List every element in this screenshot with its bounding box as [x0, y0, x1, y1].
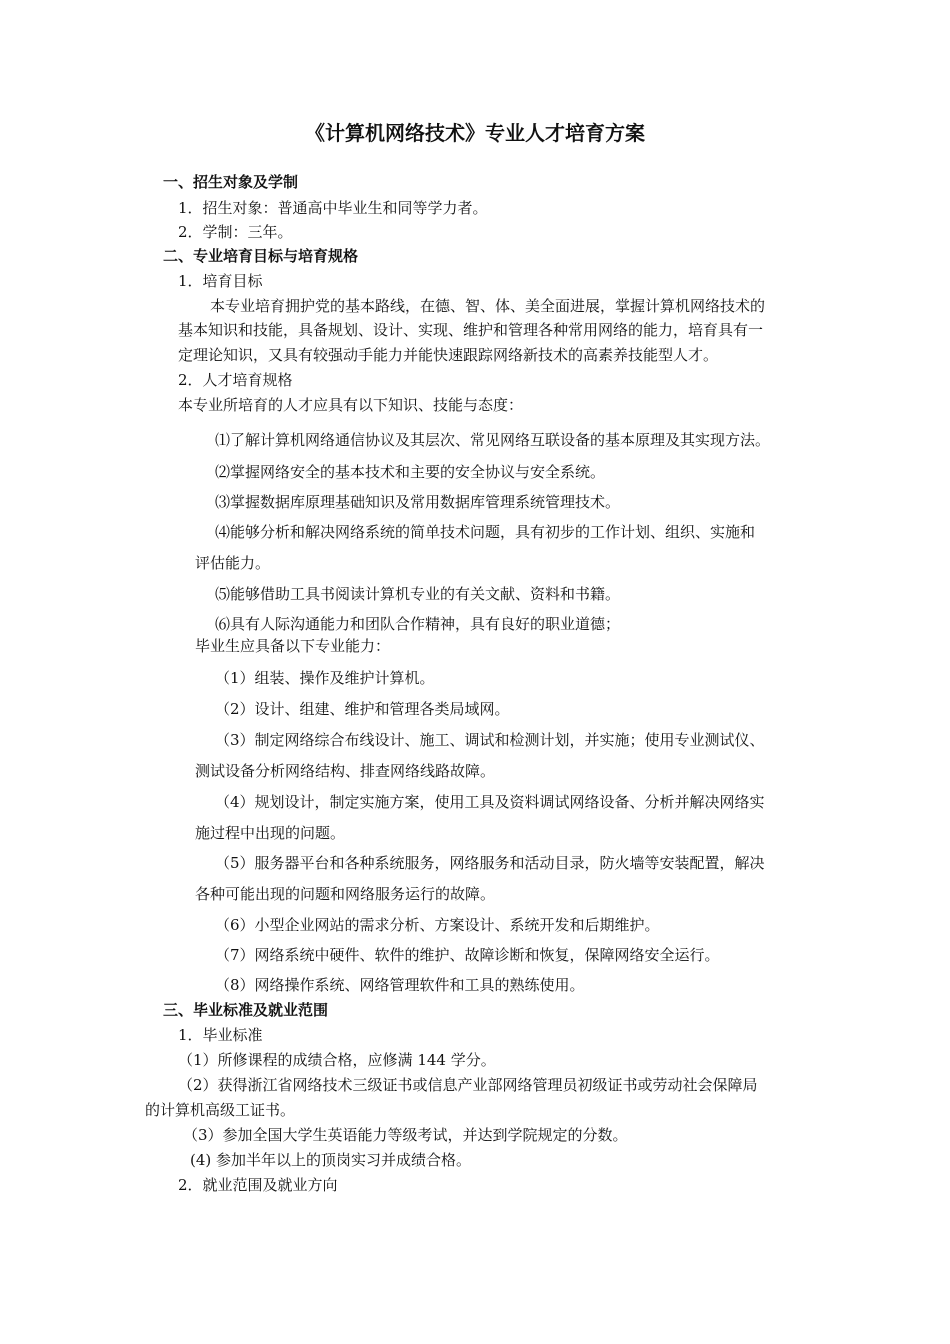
section-3-heading: 三、毕业标准及就业范围 — [163, 1001, 329, 1019]
document-title: 《计算机网络技术》专业人才培育方案 — [305, 121, 645, 145]
ability-item-2: （2）设计、组建、维护和管理各类局域网。 — [215, 700, 510, 718]
ability-item-8: （8）网络操作系统、网络管理软件和工具的熟练使用。 — [215, 976, 585, 994]
graduation-item-1: （1）所修课程的成绩合格，应修满 144 学分。 — [178, 1051, 496, 1069]
ability-item-4: （4）规划设计，制定实施方案，使用工具及资料调试网络设备、分析并解决网络实 — [215, 793, 765, 811]
section-1-heading: 一、招生对象及学制 — [163, 173, 299, 191]
knowledge-item-2: ⑵掌握网络安全的基本技术和主要的安全协议与安全系统。 — [215, 463, 606, 481]
graduation-item-2-cont: 的计算机高级工证书。 — [145, 1101, 296, 1119]
ability-item-5: （5）服务器平台和各种系统服务，网络服务和活动目录，防火墙等安装配置，解决 — [215, 854, 765, 872]
ability-intro: 毕业生应具备以下专业能力： — [195, 637, 391, 655]
goal-paragraph-line-1: 本专业培育拥护党的基本路线，在德、智、体、美全面进展，掌握计算机网络技术的 — [210, 297, 766, 315]
ability-item-3: （3）制定网络综合布线设计、施工、调试和检测计划，并实施；使用专业测试仪、 — [215, 731, 765, 749]
ability-item-1: （1）组装、操作及维护计算机。 — [215, 669, 435, 687]
subsection-graduation-standard: 1．毕业标准 — [178, 1026, 263, 1044]
goal-paragraph-line-2: 基本知识和技能，具备规划、设计、实现、维护和管理各种常用网络的能力，培育具有一 — [178, 321, 764, 339]
graduation-item-3: （3）参加全国大学生英语能力等级考试，并达到学院规定的分数。 — [183, 1126, 628, 1144]
ability-item-3-cont: 测试设备分析网络结构、排查网络线路故障。 — [195, 762, 496, 780]
knowledge-item-1: ⑴了解计算机网络通信协议及其层次、常见网络互联设备的基本原理及其实现方法。 — [215, 431, 771, 449]
subsection-employment: 2．就业范围及就业方向 — [178, 1176, 338, 1194]
knowledge-item-4-cont: 评估能力。 — [195, 554, 271, 572]
ability-item-4-cont: 施过程中出现的问题。 — [195, 824, 346, 842]
ability-item-5-cont: 各种可能出现的问题和网络服务运行的故障。 — [195, 885, 496, 903]
section-2-heading: 二、专业培育目标与培育规格 — [163, 247, 359, 265]
enrollment-target: 1．招生对象：普通高中毕业生和同等学力者。 — [178, 199, 488, 217]
goal-paragraph-line-3: 定理论知识，又具有较强动手能力并能快速跟踪网络新技术的高素养技能型人才。 — [178, 346, 719, 364]
subsection-talent-spec: 2．人才培育规格 — [178, 371, 293, 389]
graduation-item-2: （2）获得浙江省网络技术三级证书或信息产业部网络管理员初级证书或劳动社会保障局 — [178, 1076, 758, 1094]
study-duration: 2．学制：三年。 — [178, 223, 293, 241]
ability-item-6: （6）小型企业网站的需求分析、方案设计、系统开发和后期维护。 — [215, 916, 660, 934]
spec-intro: 本专业所培育的人才应具有以下知识、技能与态度： — [178, 396, 524, 414]
knowledge-item-3: ⑶掌握数据库原理基础知识及常用数据库管理系统管理技术。 — [215, 493, 621, 511]
knowledge-item-5: ⑸能够借助工具书阅读计算机专业的有关文献、资料和书籍。 — [215, 585, 621, 603]
knowledge-item-4: ⑷能够分析和解决网络系统的简单技术问题，具有初步的工作计划、组织、实施和 — [215, 523, 756, 541]
ability-item-7: （7）网络系统中硬件、软件的维护、故障诊断和恢复，保障网络安全运行。 — [215, 946, 720, 964]
graduation-item-4: (4) 参加半年以上的顶岗实习并成绩合格。 — [190, 1151, 472, 1169]
knowledge-item-6: ⑹具有人际沟通能力和团队合作精神，具有良好的职业道德； — [215, 615, 621, 633]
subsection-training-goal: 1．培育目标 — [178, 272, 263, 290]
